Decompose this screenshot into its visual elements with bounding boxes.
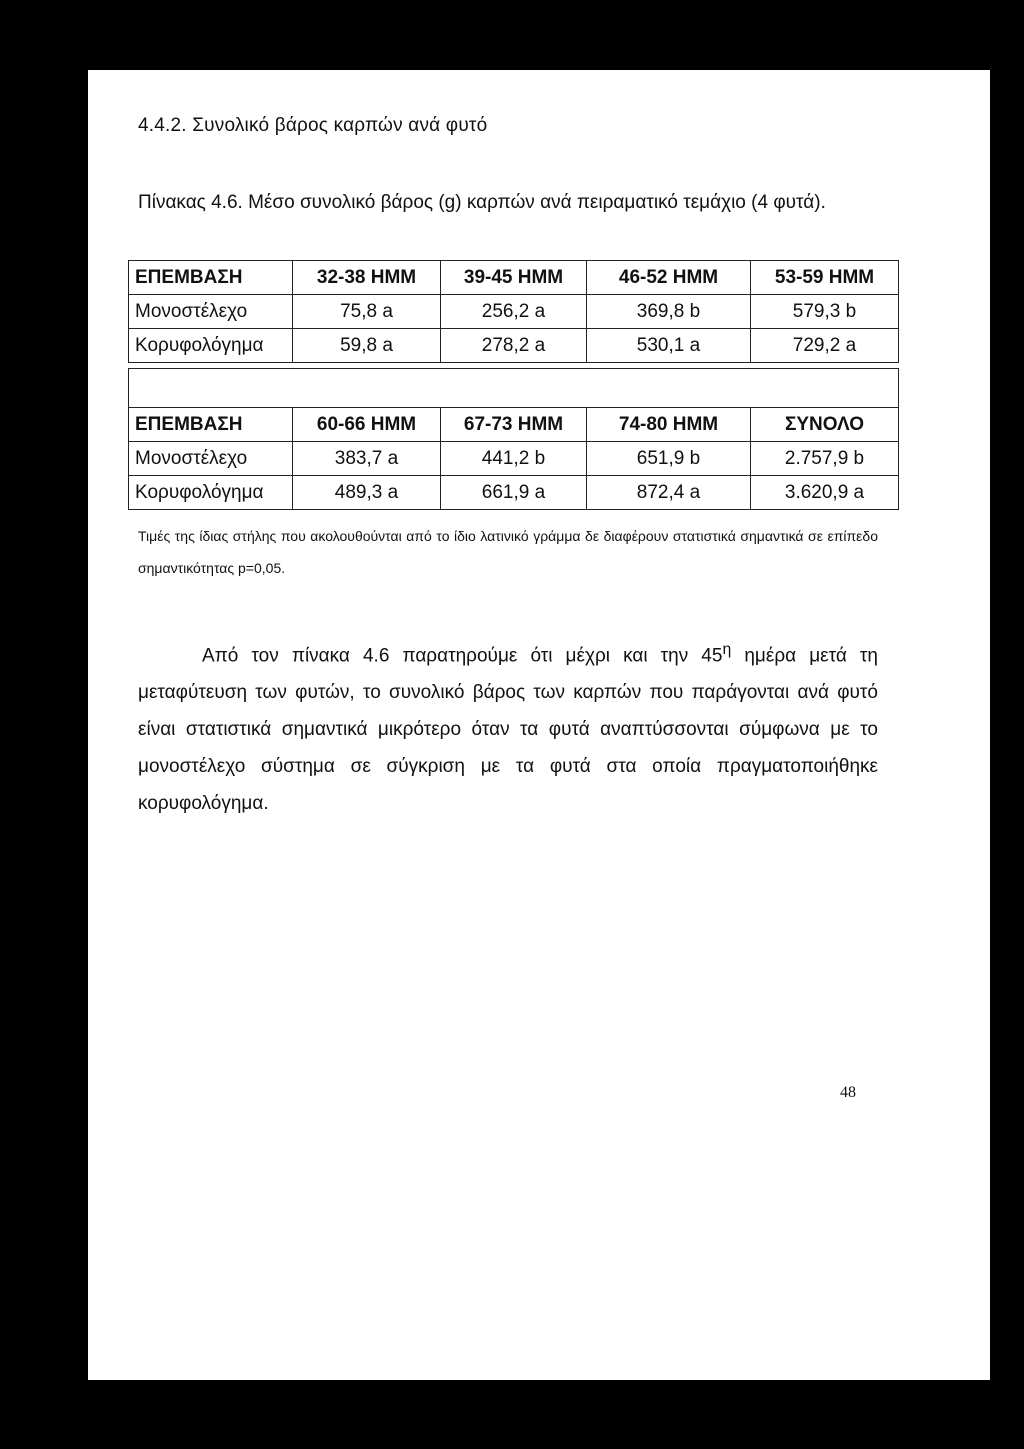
header-cell: 32-38 ΗΜΜ — [293, 261, 441, 295]
table-cell: 489,3 a — [293, 476, 441, 510]
section-heading: 4.4.2. Συνολικό βάρος καρπών ανά φυτό — [138, 115, 488, 136]
table-cell: 661,9 a — [441, 476, 587, 510]
document-page — [88, 70, 990, 1380]
header-cell: ΣΥΝΟΛΟ — [751, 408, 899, 442]
table-cell: 441,2 b — [441, 442, 587, 476]
body-paragraph — [138, 631, 878, 822]
header-cell: ΕΠΕΜΒΑΣΗ — [129, 261, 293, 295]
table-header-row — [129, 408, 899, 442]
table-cell: 651,9 b — [587, 442, 751, 476]
table-cell: 2.757,9 b — [751, 442, 899, 476]
header-cell: 60-66 ΗΜΜ — [293, 408, 441, 442]
table-row — [129, 442, 899, 476]
header-cell: 46-52 ΗΜΜ — [587, 261, 751, 295]
table-cell: 729,2 a — [751, 329, 899, 363]
row-label: Κορυφολόγημα — [129, 329, 293, 363]
weight-table-top — [128, 260, 899, 363]
table-cell: 278,2 a — [441, 329, 587, 363]
table-row — [129, 329, 899, 363]
table-cell: 3.620,9 a — [751, 476, 899, 510]
spacer-cell — [129, 369, 899, 408]
page-number: 48 — [840, 1084, 856, 1101]
table-header-row — [129, 261, 899, 295]
row-label: Μονοστέλεχο — [129, 295, 293, 329]
table-caption: Πίνακας 4.6. Μέσο συνολικό βάρος (g) καρπών ανά πειραματικό τεμάχιο (4 φυτά). — [138, 192, 826, 213]
table-cell: 75,8 a — [293, 295, 441, 329]
header-cell: 74-80 ΗΜΜ — [587, 408, 751, 442]
row-label: Κορυφολόγημα — [129, 476, 293, 510]
ordinal-superscript: η — [722, 641, 732, 658]
table-spacer-row — [129, 369, 899, 408]
table-cell: 59,8 a — [293, 329, 441, 363]
table-cell: 383,7 a — [293, 442, 441, 476]
table-cell: 369,8 b — [587, 295, 751, 329]
header-cell: ΕΠΕΜΒΑΣΗ — [129, 408, 293, 442]
table-cell: 256,2 a — [441, 295, 587, 329]
header-cell: 67-73 ΗΜΜ — [441, 408, 587, 442]
row-label: Μονοστέλεχο — [129, 442, 293, 476]
header-cell: 39-45 ΗΜΜ — [441, 261, 587, 295]
table-row — [129, 295, 899, 329]
table-cell: 579,3 b — [751, 295, 899, 329]
table-footnote: Τιμές της ίδιας στήλης που ακολουθούνται από το ίδιο λατινικό γράμμα δε διαφέρουν στατιστικά σημαντικά σε επίπεδο σημαντικότητας p=0,05. — [138, 528, 878, 576]
body-text-part1: Από τον πίνακα 4.6 παρατηρούμε ότι μέχρι και την 45 — [202, 645, 723, 667]
body-text-part2: ημέρα μετά τη μεταφύτευση των φυτών, το συνολικό βάρος των καρπών που παράγονται ανά φυτό είναι στατιστικά σημαντικά μικρότερο όταν τα φυτά αναπτύσσονται σύμφωνα με το μονοστέλεχο σύστημα σε σύγκριση με τα φυτά στα οποία πραγματοποιήθηκε κορυφολόγημα. — [138, 645, 879, 815]
table-cell: 530,1 a — [587, 329, 751, 363]
header-cell: 53-59 ΗΜΜ — [751, 261, 899, 295]
table-cell: 872,4 a — [587, 476, 751, 510]
weight-table-bottom — [128, 368, 899, 510]
table-row — [129, 476, 899, 510]
